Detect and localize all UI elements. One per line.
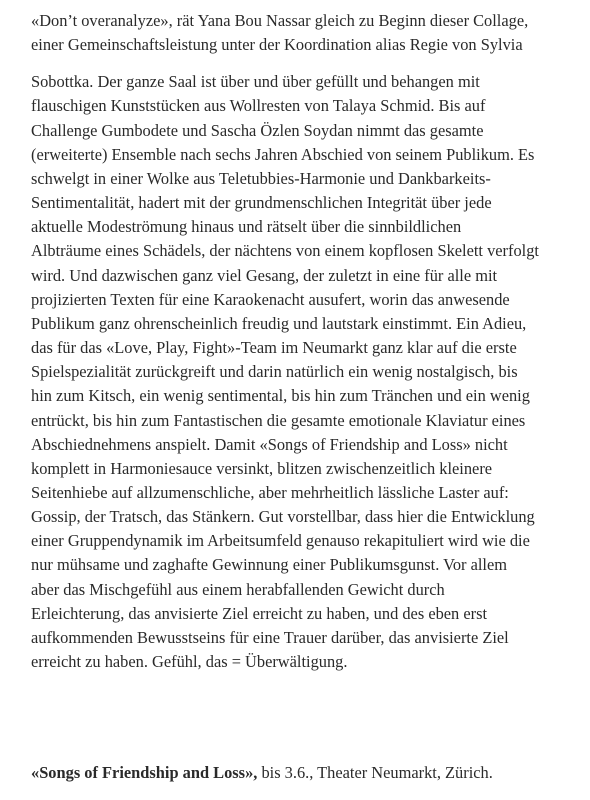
text-line: (erweiterte) Ensemble nach sechs Jahren Abschied von seinem Publikum. Es	[31, 144, 535, 164]
text-line: Seitenhiebe auf allzumenschliche, aber mehrheitlich lässliche Laster auf:	[31, 482, 509, 502]
production-title: «Songs of Friendship and Loss»,	[31, 763, 258, 782]
text-line: Sobottka. Der ganze Saal ist über und über gefüllt und behangen mit	[31, 72, 480, 92]
text-line: aber das Mischgefühl aus einem herabfallenden Gewicht durch	[31, 579, 445, 599]
text-line: Erleichterung, das anvisierte Ziel erreicht zu haben, und des eben erst	[31, 603, 488, 623]
text-line: einer Gemeinschaftsleistung unter der Koordination alias Regie von Sylvia	[31, 35, 523, 55]
text-line: entrückt, bis hin zum Fantastischen die gesamte emotionale Klaviatur eines	[31, 410, 526, 430]
production-details: bis 3.6., Theater Neumarkt, Zürich.	[257, 763, 493, 782]
text-line: aktuelle Modeströmung hinaus und rätselt über die sinnbildlichen	[31, 217, 462, 237]
text-line: Sentimentalität, hadert mit der grundmenschlichen Integrität über jede	[31, 193, 492, 213]
text-line: Abschiednehmens anspielt. Damit «Songs of Friendship and Loss» nicht	[31, 434, 508, 454]
text-line: komplett in Harmoniesauce versinkt, blitzen zwischenzeitlich kleinere	[31, 458, 493, 478]
text-line: «Don’t overanalyze», rät Yana Bou Nassar gleich zu Beginn dieser Collage,	[31, 11, 529, 30]
text-line: Albträume eines Schädels, der nächtens von einem kopflosen Skelett verfolgt	[31, 241, 539, 261]
text-line: das für das «Love, Play, Fight»-Team im Neumarkt ganz klar auf die erste	[31, 338, 517, 358]
text-line: Challenge Gumbodete und Sascha Özlen Soydan nimmt das gesamte	[31, 120, 484, 140]
text-line: hin zum Kitsch, ein wenig sentimental, bis hin zum Tränchen und ein wenig	[31, 386, 530, 406]
text-line: nur mühsame und zaghafte Gewinnung einer Publikumsgunst. Vor allem	[31, 555, 508, 575]
text-line: Gossip, der Tratsch, das Stänkern. Gut vorstellbar, dass hier die Entwicklung	[31, 507, 535, 527]
text-line: projizierten Texten für eine Karaokenacht ausufert, worin das anwesende	[31, 289, 510, 309]
text-line: flauschigen Kunststücken aus Wollresten von Talaya Schmid. Bis auf	[31, 96, 486, 116]
text-line: schwelgt in einer Wolke aus Teletubbies-Harmonie und Dankbarkeits-	[31, 168, 491, 188]
text-line: einer Gruppendynamik im Arbeitsumfeld genauso rekapituliert wird wie die	[31, 531, 530, 551]
text-line: Publikum ganz ohrenscheinlich freudig und lautstark einstimmt. Ein Adieu,	[31, 313, 527, 333]
text-line: wird. Und dazwischen ganz viel Gesang, der zuletzt in eine für alle mit	[31, 265, 498, 285]
production-credit	[31, 761, 493, 785]
text-line: Spielspezialität zurückgreift und darin natürlich ein wenig nostalgisch, bis	[31, 362, 518, 382]
text-line: aufkommenden Bewusstseins für eine Trauer darüber, das anvisierte Ziel	[31, 627, 509, 647]
article-body	[31, 9, 576, 674]
paragraph-2	[31, 70, 576, 674]
paragraph-1	[31, 9, 576, 57]
text-line: erreicht zu haben. Gefühl, das = Überwältigung.	[31, 652, 348, 672]
